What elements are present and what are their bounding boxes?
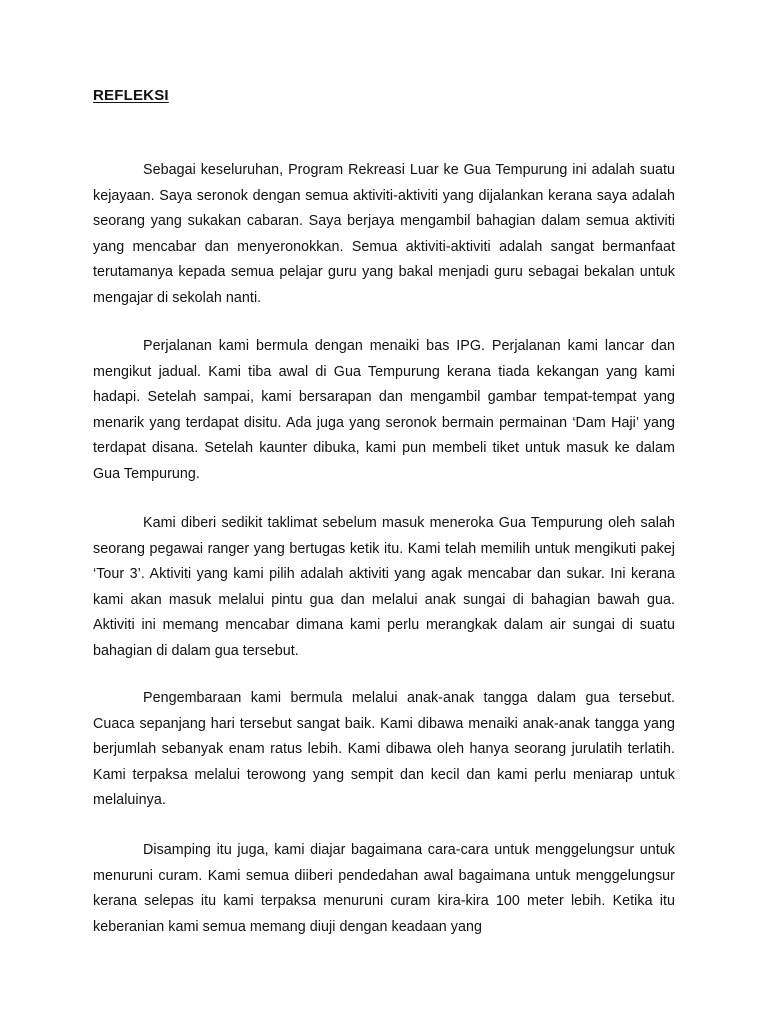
paragraph-2: Perjalanan kami bermula dengan menaiki bas IPG. Perjalanan kami lancar dan mengikut jadual. Kami tiba awal di Gua Tempurung kerana tiada kekangan yang kami hadapi. Setelah sampai, kami bersarapan dan mengambil gambar tempat-tempat yang menarik yang terdapat disitu. Ada juga yang seronok bermain permainan ‘Dam Haji’ yang terdapat disana. Setelah kaunter dibuka, kami pun membeli tiket untuk masuk ke dalam Gua Tempurung. xyxy=(93,338,675,482)
paragraph-5: Disamping itu juga, kami diajar bagaimana cara-cara untuk menggelungsur untuk menuruni curam. Kami semua diiberi pendedahan awal bagaimana untuk menggelungsur kerana selepas itu kami terpaksa menuruni curam kira-kira 100 meter lebih. Ketika itu keberanian kami semua memang diuji dengan keadaan yang xyxy=(93,842,675,935)
paragraph-1: Sebagai keseluruhan, Program Rekreasi Luar ke Gua Tempurung ini adalah suatu kejayaan. Saya seronok dengan semua aktiviti-aktiviti yang dijalankan kerana saya adalah seorang yang sukakan cabaran. Saya berjaya mengambil bahagian dalam semua aktiviti yang mencabar dan menyeronokkan. Semua aktiviti-aktiviti adalah sangat bermanfaat terutamanya kepada semua pelajar guru yang bakal menjadi guru sebagai bekalan untuk mengajar di sekolah nanti. xyxy=(93,162,675,306)
page-title: REFLEKSI xyxy=(93,87,169,104)
paragraph-3: Kami diberi sedikit taklimat sebelum masuk meneroka Gua Tempurung oleh salah seorang pegawai ranger yang bertugas ketik itu. Kami telah memilih untuk mengikuti pakej ‘Tour 3’. Aktiviti yang kami pilih adalah aktiviti yang agak mencabar dan sukar. Ini kerana kami akan masuk melalui pintu gua dan melalui anak sungai di bahagian bawah gua. Aktiviti ini memang mencabar dimana kami perlu merangkak dalam air sungai di suatu bahagian di dalam gua tersebut. xyxy=(93,515,675,659)
paragraph-4: Pengembaraan kami bermula melalui anak-anak tangga dalam gua tersebut. Cuaca sepanjang hari tersebut sangat baik. Kami dibawa menaiki anak-anak tangga yang berjumlah sebanyak enam ratus lebih. Kami dibawa oleh hanya seorang jurulatih terlatih. Kami terpaksa melalui terowong yang sempit dan kecil dan kami perlu meniarap untuk melaluinya. xyxy=(93,690,675,809)
